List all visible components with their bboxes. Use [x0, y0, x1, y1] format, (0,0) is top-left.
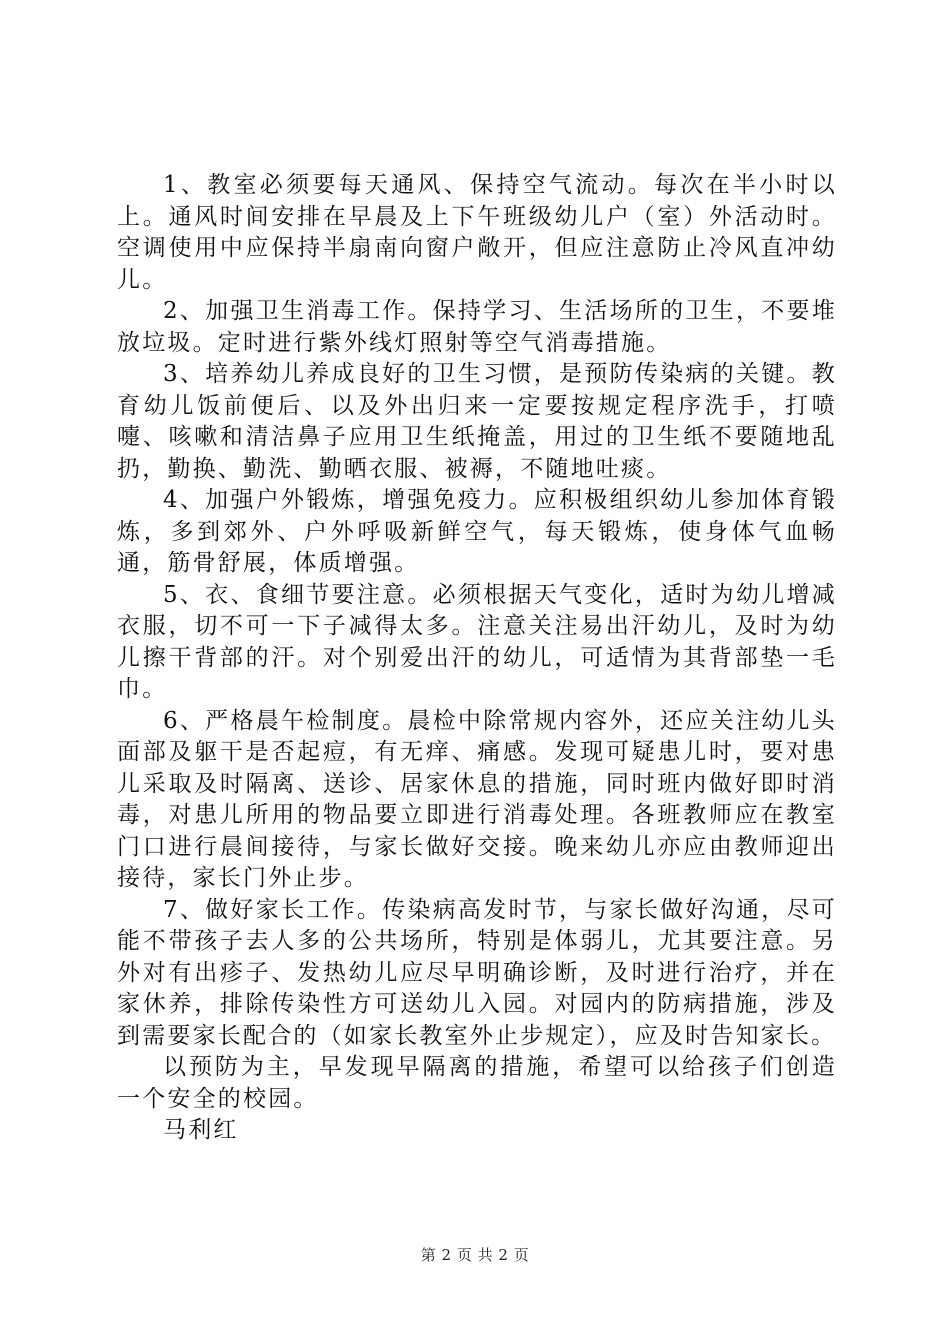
paragraph-outdoor-exercise: 4、加强户外锻炼，增强免疫力。应积极组织幼儿参加体育锻炼，多到郊外、户外呼吸新鲜空气，每天锻炼，使身体气血畅通，筋骨舒展，体质增强。 — [117, 487, 837, 576]
paragraph-disinfection: 2、加强卫生消毒工作。保持学习、生活场所的卫生，不要堆放垃圾。定时进行紫外线灯照射等空气消毒措施。 — [117, 298, 837, 356]
document-body — [117, 170, 837, 1147]
page-footer: 第 2 页 共 2 页 — [420, 1246, 530, 1264]
author-signature: 马利红 — [163, 1117, 239, 1143]
paragraph-clothing-food: 5、衣、食细节要注意。必须根据天气变化，适时为幼儿增减衣服，切不可一下子减得太多。注意关注易出汗幼儿，及时为幼儿擦干背部的汗。对个别爱出汗的幼儿，可适情为其背部垫一毛巾。 — [117, 581, 837, 702]
paragraph-morning-check: 6、严格晨午检制度。晨检中除常规内容外，还应关注幼儿头面部及躯干是否起痘，有无痒、痛感。发现可疑患儿时，要对患儿采取及时隔离、送诊、居家休息的措施，同时班内做好即时消毒，对患儿所用的物品要立即进行消毒处理。各班教师应在教室门口进行晨间接待，与家长做好交接。晚来幼儿亦应由教师迎出接待，家长门外止步。 — [117, 707, 837, 891]
paragraph-conclusion: 以预防为主，早发现早隔离的措施，希望可以给孩子们创造一个安全的校园。 — [117, 1054, 837, 1112]
paragraph-parent-work: 7、做好家长工作。传染病高发时节，与家长做好沟通，尽可能不带孩子去人多的公共场所，特别是体弱儿，尤其要注意。另外对有出疹子、发热幼儿应尽早明确诊断，及时进行治疗，并在家休养，排除传染性方可送幼儿入园。对园内的防病措施，涉及到需要家长配合的（如家长教室外止步规定），应及时告知家长。 — [117, 896, 837, 1049]
paragraph-ventilation: 1、教室必须要每天通风、保持空气流动。每次在半小时以上。通风时间安排在早晨及上下午班级幼儿户（室）外活动时。空调使用中应保持半扇南向窗户敞开，但应注意防止冷风直冲幼儿。 — [117, 172, 837, 293]
paragraph-hygiene-habits: 3、培养幼儿养成良好的卫生习惯，是预防传染病的关键。教育幼儿饭前便后、以及外出归来一定要按规定程序洗手，打喷嚏、咳嗽和清洁鼻子应用卫生纸掩盖，用过的卫生纸不要随地乱扔，勤换、勤洗、勤晒衣服、被褥，不随地吐痰。 — [117, 361, 837, 482]
